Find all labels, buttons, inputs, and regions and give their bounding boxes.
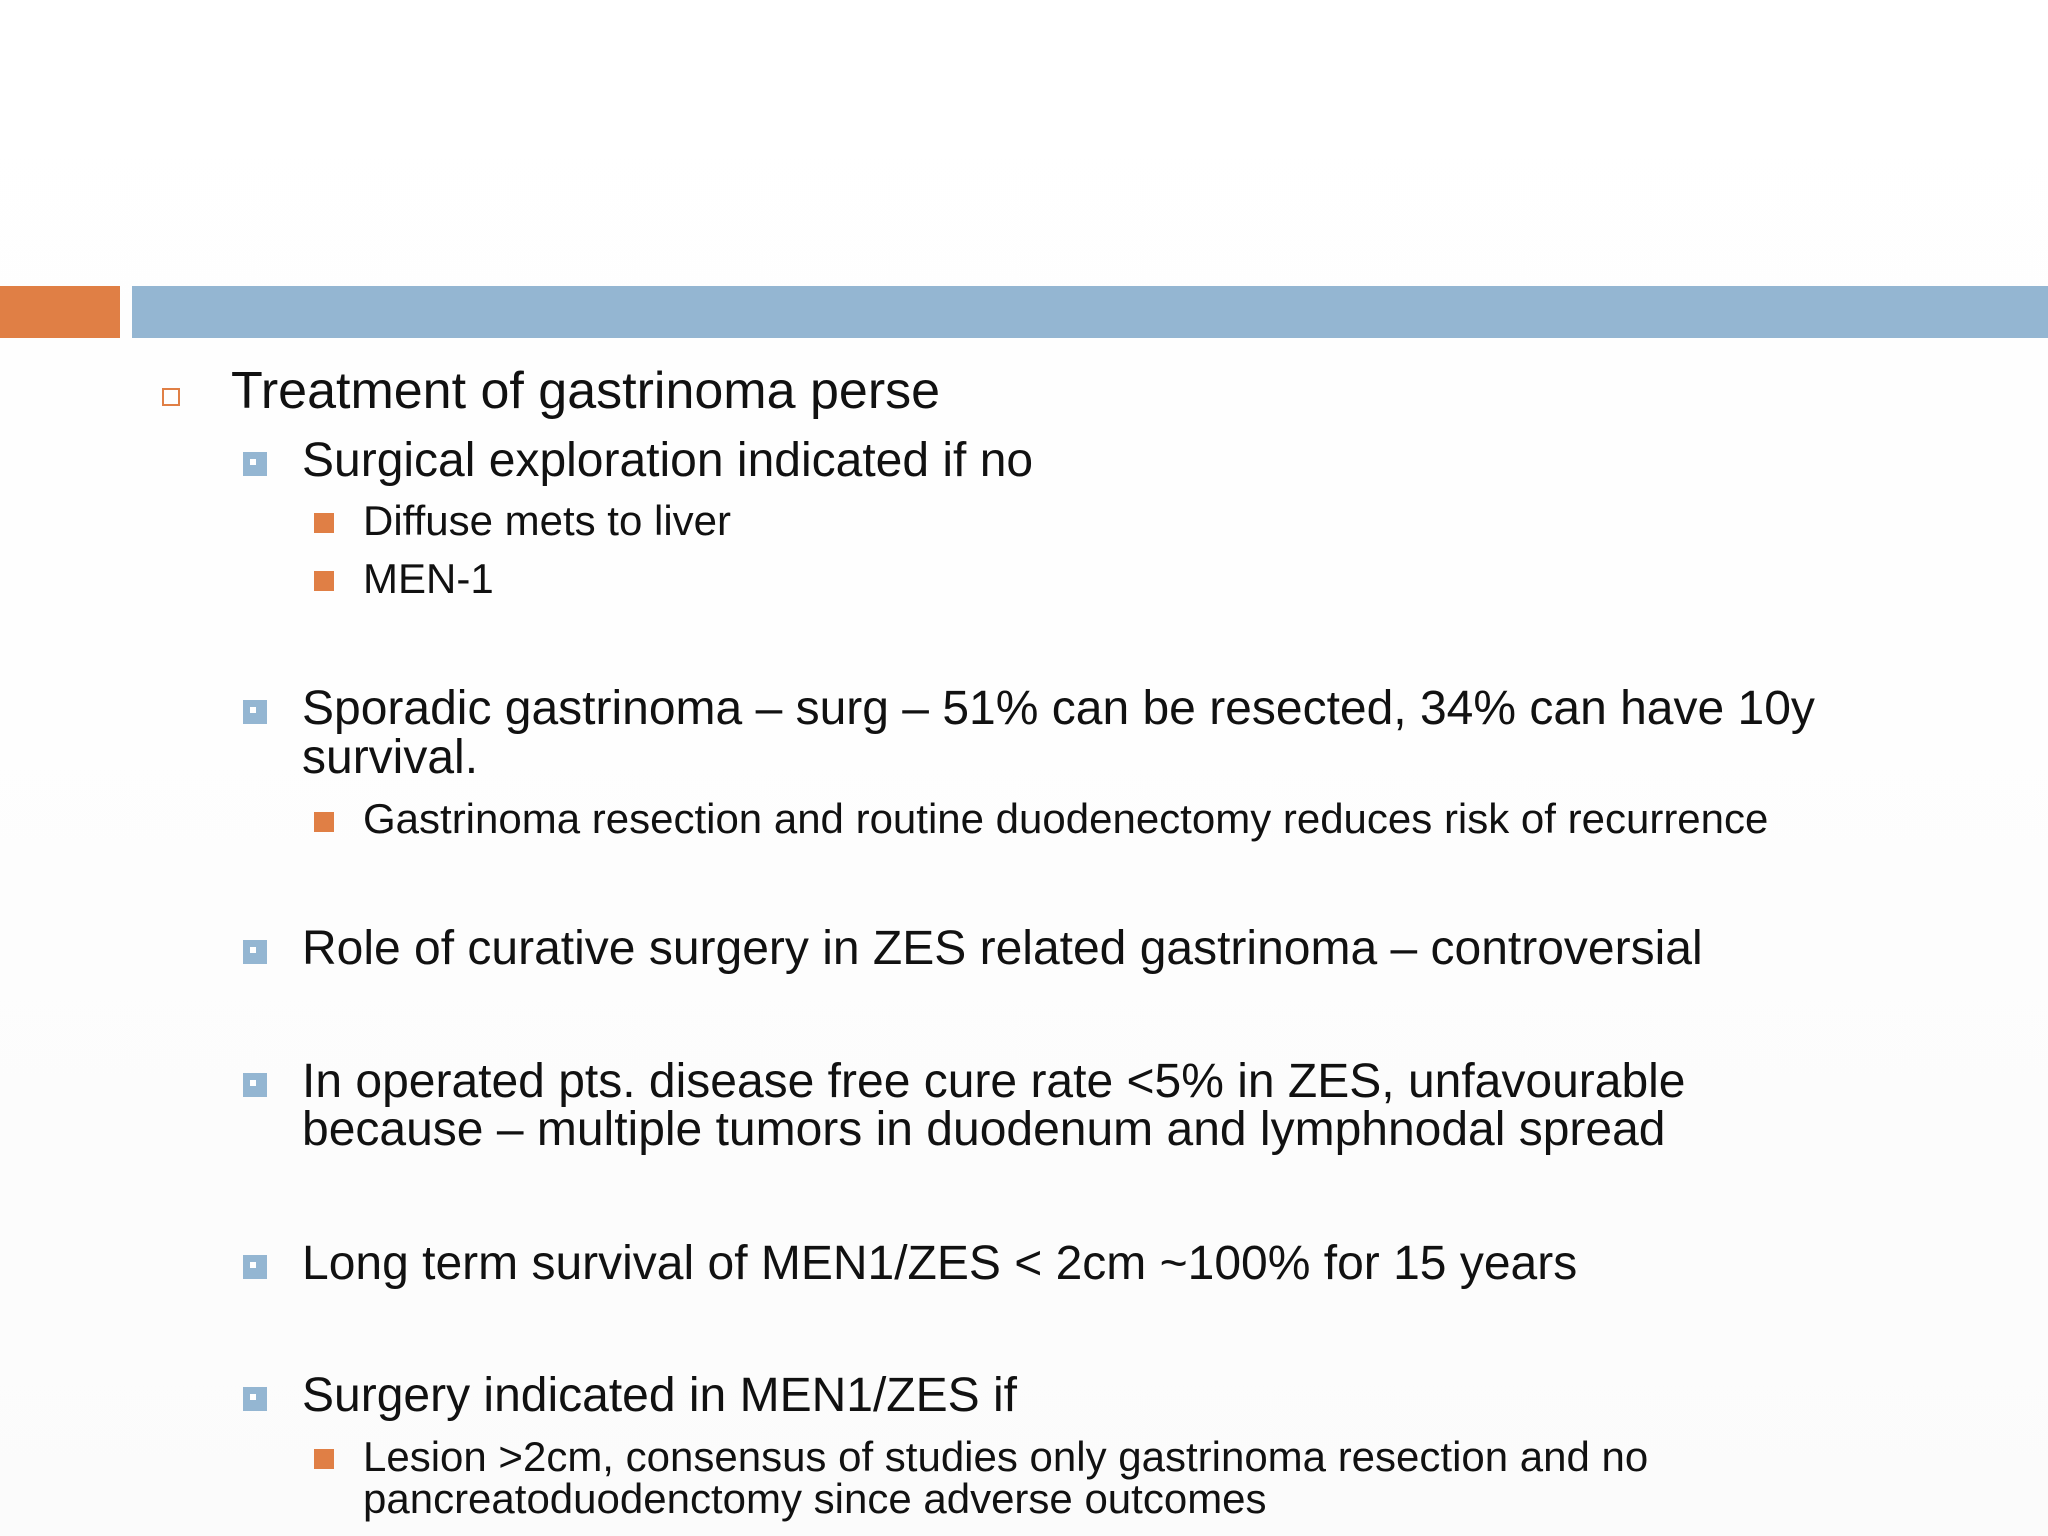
hollow-square-bullet-icon: [162, 388, 180, 406]
bullet-curative-surgery: Role of curative surgery in ZES related gastrinoma – controversial: [302, 922, 1703, 975]
square-bullet-icon: [243, 1387, 267, 1411]
bullet-operated-pts-line2: because – multiple tumors in duodenum and lymphnodal spread: [302, 1103, 1666, 1156]
bullet-sporadic-gastrinoma-line2: survival.: [302, 731, 479, 784]
bullet-surgery-indicated: Surgery indicated in MEN1/ZES if: [302, 1369, 1017, 1422]
filled-square-bullet-icon: [314, 812, 334, 832]
square-bullet-icon: [243, 940, 267, 964]
square-bullet-icon: [243, 700, 267, 724]
subbullet-diffuse-mets: Diffuse mets to liver: [363, 497, 732, 544]
square-bullet-icon: [243, 452, 267, 476]
filled-square-bullet-icon: [314, 571, 334, 591]
bullet-long-term-survival: Long term survival of MEN1/ZES < 2cm ~100% for 15 years: [302, 1237, 1578, 1290]
filled-square-bullet-icon: [314, 513, 334, 533]
subbullet-men1: MEN-1: [363, 555, 494, 602]
main-bullet-text: Treatment of gastrinoma perse: [231, 362, 941, 420]
subbullet-gastrinoma-resection: Gastrinoma resection and routine duodenectomy reduces risk of recurrence: [363, 795, 1769, 842]
bullet-sporadic-gastrinoma-line1: Sporadic gastrinoma – surg – 51% can be resected, 34% can have 10y: [302, 682, 1815, 735]
blue-header-bar: [132, 286, 2048, 338]
subbullet-lesion-line2: pancreatoduodenctomy since adverse outcomes: [363, 1475, 1267, 1522]
square-bullet-icon: [243, 1255, 267, 1279]
square-bullet-icon: [243, 1073, 267, 1097]
subbullet-lesion-line1: Lesion >2cm, consensus of studies only gastrinoma resection and no: [363, 1433, 1649, 1480]
bullet-surgical-exploration: Surgical exploration indicated if no: [302, 434, 1034, 487]
filled-square-bullet-icon: [314, 1449, 334, 1469]
orange-accent-bar: [0, 286, 120, 338]
bullet-operated-pts-line1: In operated pts. disease free cure rate <5% in ZES, unfavourable: [302, 1055, 1686, 1108]
